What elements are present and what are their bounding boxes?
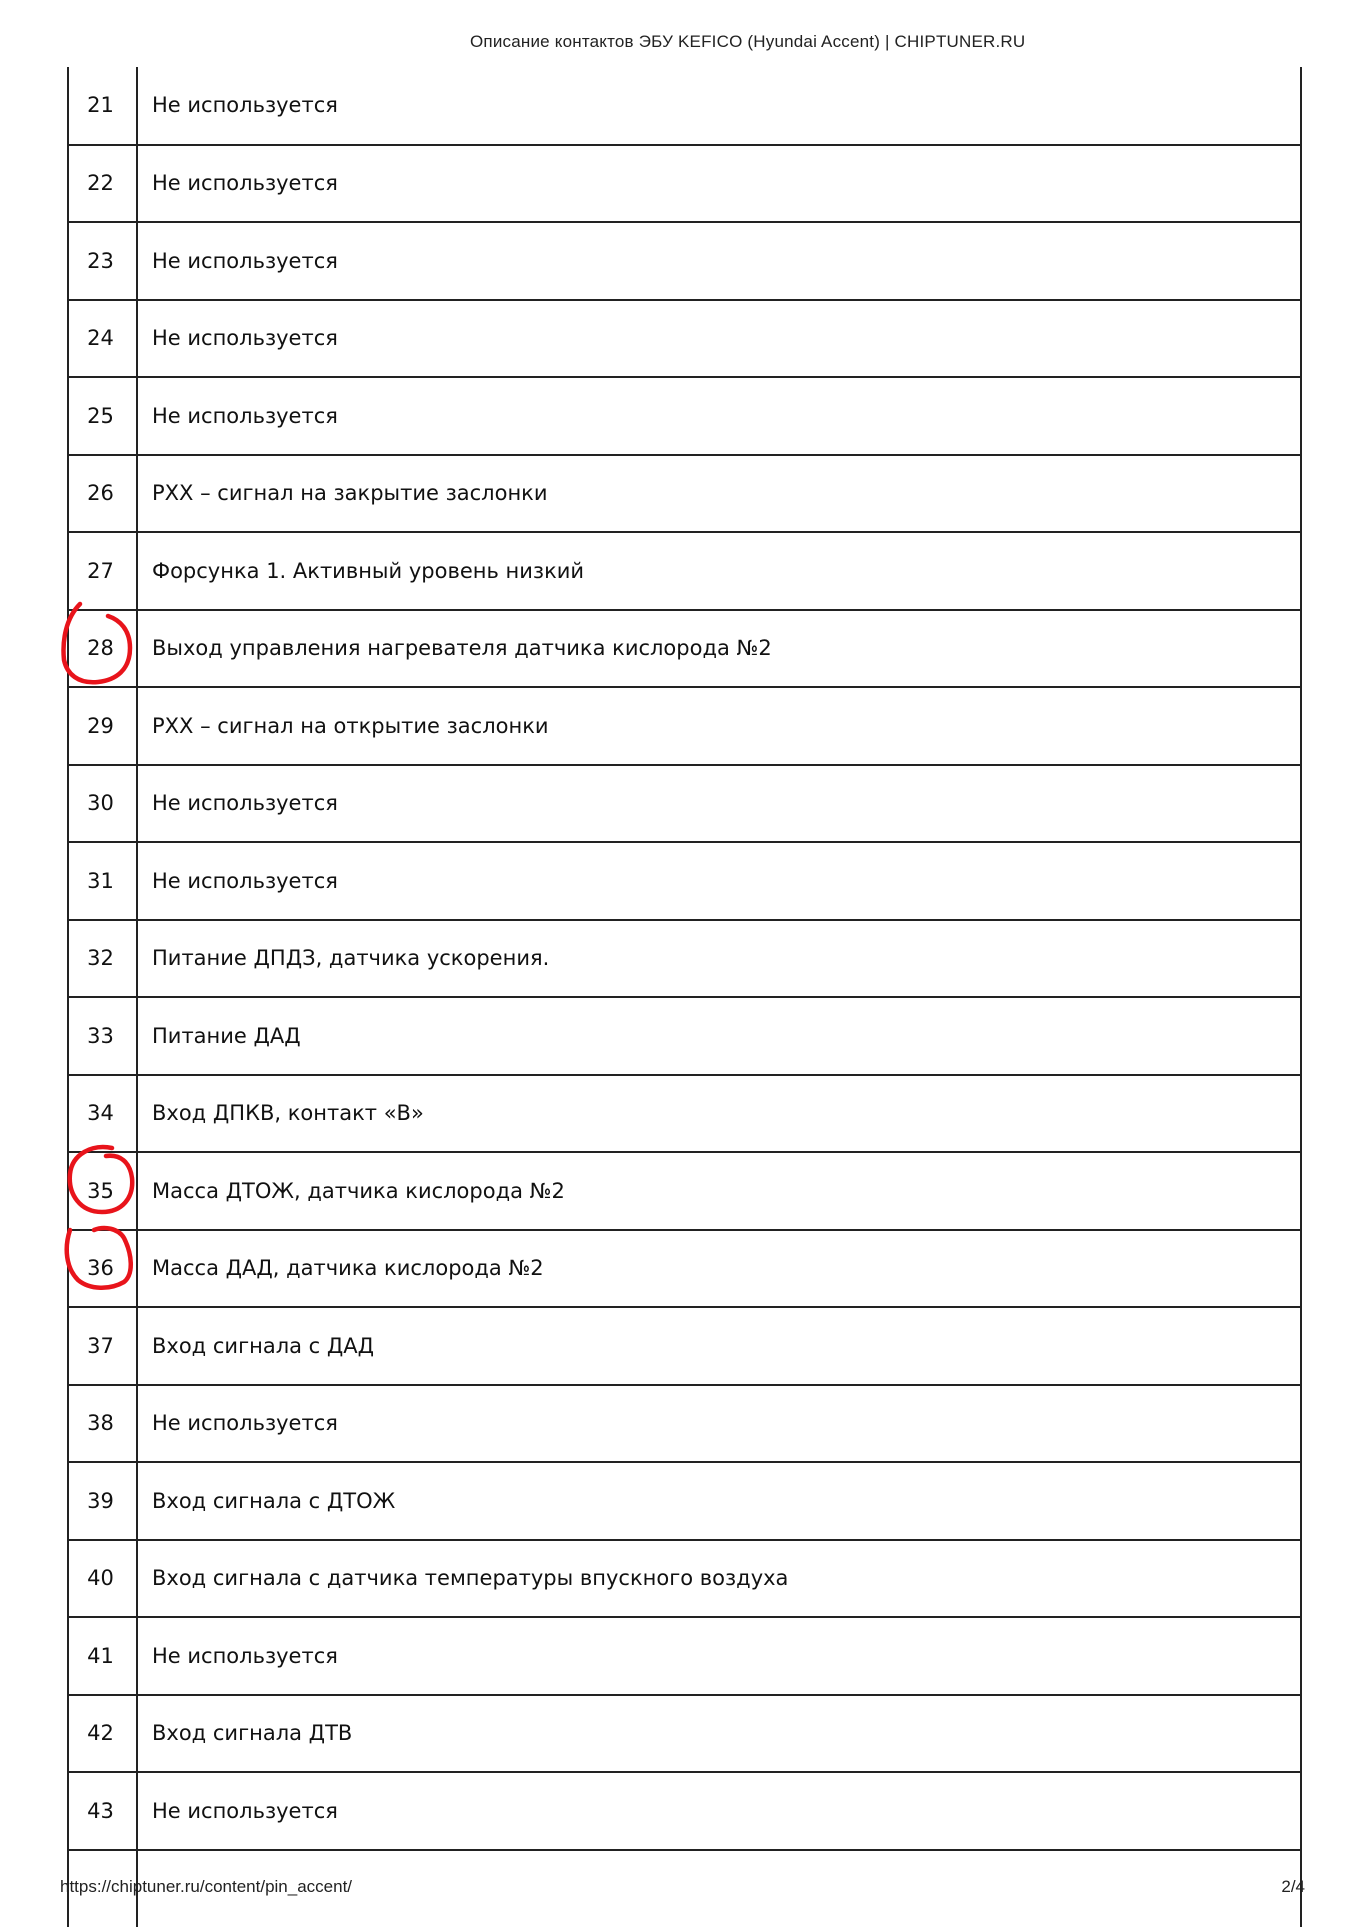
pin-table	[67, 67, 1302, 1927]
pin-number: 21	[68, 67, 137, 145]
pin-description: Не используется	[137, 1617, 1301, 1695]
pin-number: 42	[68, 1695, 137, 1773]
pin-description: Вход сигнала с датчика температуры впускного воздуха	[137, 1540, 1301, 1618]
pin-description: Вход сигнала с ДТОЖ	[137, 1462, 1301, 1540]
table-row	[68, 1462, 1301, 1540]
pin-number: 43	[68, 1772, 137, 1850]
pin-number: 36	[68, 1230, 137, 1308]
table-row	[68, 145, 1301, 223]
table-row	[68, 765, 1301, 843]
pin-description: Не используется	[137, 377, 1301, 455]
pin-description: Питание ДАД	[137, 997, 1301, 1075]
pin-number: 39	[68, 1462, 137, 1540]
table-row	[68, 1152, 1301, 1230]
pin-number: 22	[68, 145, 137, 223]
pin-description: Масса ДТОЖ, датчика кислорода №2	[137, 1152, 1301, 1230]
pin-number: 32	[68, 920, 137, 998]
pin-number: 35	[68, 1152, 137, 1230]
table-row	[68, 687, 1301, 765]
pin-description: Не используется	[137, 1772, 1301, 1850]
pin-number: 41	[68, 1617, 137, 1695]
pin-number: 23	[68, 222, 137, 300]
pin-number: 28	[68, 610, 137, 688]
table-row	[68, 842, 1301, 920]
pin-number: 40	[68, 1540, 137, 1618]
pin-description: Не используется	[137, 222, 1301, 300]
pin-description: РХХ – сигнал на открытие заслонки	[137, 687, 1301, 765]
pin-number: 33	[68, 997, 137, 1075]
pin-description: Форсунка 1. Активный уровень низкий	[137, 532, 1301, 610]
table-row	[68, 1617, 1301, 1695]
pin-description: Вход сигнала ДТВ	[137, 1695, 1301, 1773]
table-row	[68, 1540, 1301, 1618]
pin-description: Вход ДПКВ, контакт «В»	[137, 1075, 1301, 1153]
page-number: 2/4	[1281, 1877, 1305, 1897]
table-row	[68, 222, 1301, 300]
pin-description: Не используется	[137, 1385, 1301, 1463]
pin-description: Выход управления нагревателя датчика кислорода №2	[137, 610, 1301, 688]
pin-number: 25	[68, 377, 137, 455]
pin-description: Вход сигнала с ДАД	[137, 1307, 1301, 1385]
table-row	[68, 920, 1301, 998]
pin-description: Не используется	[137, 765, 1301, 843]
table-row	[68, 1695, 1301, 1773]
table-row	[68, 1385, 1301, 1463]
pin-number: 30	[68, 765, 137, 843]
footer-url: https://chiptuner.ru/content/pin_accent/	[60, 1877, 352, 1897]
pin-description: Не используется	[137, 842, 1301, 920]
pin-number: 27	[68, 532, 137, 610]
table-row	[68, 532, 1301, 610]
table-row	[68, 455, 1301, 533]
table-row	[68, 377, 1301, 455]
pin-number: 37	[68, 1307, 137, 1385]
pin-number: 31	[68, 842, 137, 920]
table-row	[68, 1230, 1301, 1308]
table-row	[68, 997, 1301, 1075]
pin-number: 26	[68, 455, 137, 533]
pin-description: Не используется	[137, 300, 1301, 378]
table-row	[68, 1075, 1301, 1153]
table-row	[68, 1307, 1301, 1385]
table-row	[68, 300, 1301, 378]
table-row	[68, 67, 1301, 145]
pin-description: РХХ – сигнал на закрытие заслонки	[137, 455, 1301, 533]
pin-description: Не используется	[137, 67, 1301, 145]
pin-number: 29	[68, 687, 137, 765]
pin-description: Не используется	[137, 145, 1301, 223]
pin-number: 38	[68, 1385, 137, 1463]
pin-number: 34	[68, 1075, 137, 1153]
pin-description: Питание ДПДЗ, датчика ускорения.	[137, 920, 1301, 998]
page-title: Описание контактов ЭБУ KEFICO (Hyundai Accent) | CHIPTUNER.RU	[470, 32, 1025, 52]
pin-description: Масса ДАД, датчика кислорода №2	[137, 1230, 1301, 1308]
table-row	[68, 1772, 1301, 1850]
table-row	[68, 610, 1301, 688]
pin-number: 24	[68, 300, 137, 378]
